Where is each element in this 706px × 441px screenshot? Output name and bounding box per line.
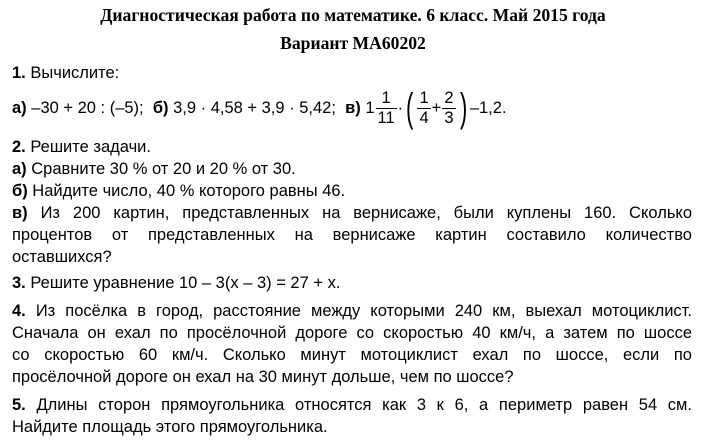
fraction-1-4 [417,89,430,128]
task-3-equation: 10 – 3(x – 3) = 27 + x. [178,274,341,292]
task-2a-label: а) [12,160,27,178]
document-title: Диагностическая работа по математике. 6 класс. Май 2015 года [100,5,606,25]
task-2c-line-2: процентов от представленных на вернисаже картин составило количество [12,226,692,244]
task-4-line-2: Сначала он ехал по просёлочной дороге со скоростью 40 км/ч, а затем по шоссе [12,324,692,342]
task-1b-expression: 3,9 · 4,58 + 3,9 · 5,42; [173,99,336,117]
task-1a-label: а) [12,99,27,117]
task-5-number: 5. [12,396,26,414]
task-2c-text-1: Из 200 картин, представленных на вернисаже, были куплены 160. Сколько [40,204,692,222]
task-2c-label: в) [12,204,28,222]
fraction-numerator: 1 [376,89,397,109]
task-2b [12,180,692,202]
left-paren: ( [406,86,414,130]
task-5-line-2: Найдите площадь этого прямоугольника. [12,418,328,436]
task-1c-label: в) [345,99,361,117]
task-3-label: Решите уравнение [30,274,175,292]
task-1-expressions [12,86,692,130]
task-1b-label: б) [152,99,169,117]
task-5-text-1: Длины сторон прямоугольника относятся как 3 к 6, а периметр равен 54 см. [36,396,692,414]
task-1c-tail: –1,2. [469,99,507,117]
task-1c-whole: 1 [365,99,375,117]
task-2-label: Решите задачи. [30,138,151,156]
task-4-text-1: Из посёлка в город, расстояние между которыми 240 км, выехал мотоциклист. [35,302,692,320]
fraction-denominator: 11 [377,108,395,127]
task-2b-label: б) [12,182,28,200]
fraction-numerator: 2 [444,88,454,107]
plus-sign: + [431,99,442,117]
task-4-number: 4. [12,302,26,320]
variant-title: Вариант МА60202 [280,33,426,53]
fraction-denominator: 4 [419,108,429,127]
task-1-heading [12,62,692,84]
task-4-line-3: со скоростью 60 км/ч. Сколько минут мотоциклист ехал по шоссе, если по [12,346,692,364]
fraction-denominator: 3 [444,108,454,127]
task-1-label: Вычислите: [30,64,120,82]
task-2c-line-3: оставшихся? [12,248,112,266]
task-3-number: 3. [12,274,26,292]
fraction-2-3 [442,89,455,128]
task-2c-line-1 [12,202,692,224]
right-paren: ) [459,86,467,130]
task-4-line-4: просёлочной дороге он ехал на 30 минут дольше, чем по шоссе? [12,368,514,386]
task-2a [12,158,692,180]
task-5-line-1 [12,394,692,416]
task-2-heading [12,136,692,158]
fraction-numerator: 1 [419,88,429,107]
multiply-dot: · [397,99,404,117]
fraction-1-11 [376,89,397,128]
task-1-number: 1. [12,64,26,82]
task-2-number: 2. [12,138,26,156]
task-1a-expression: –30 + 20 : (–5); [31,99,144,117]
task-2b-text: Найдите число, 40 % которого равны 46. [32,182,346,200]
task-2a-text: Сравните 30 % от 20 и 20 % от 30. [31,160,296,178]
task-4-line-1 [12,300,692,322]
task-3 [12,272,692,294]
